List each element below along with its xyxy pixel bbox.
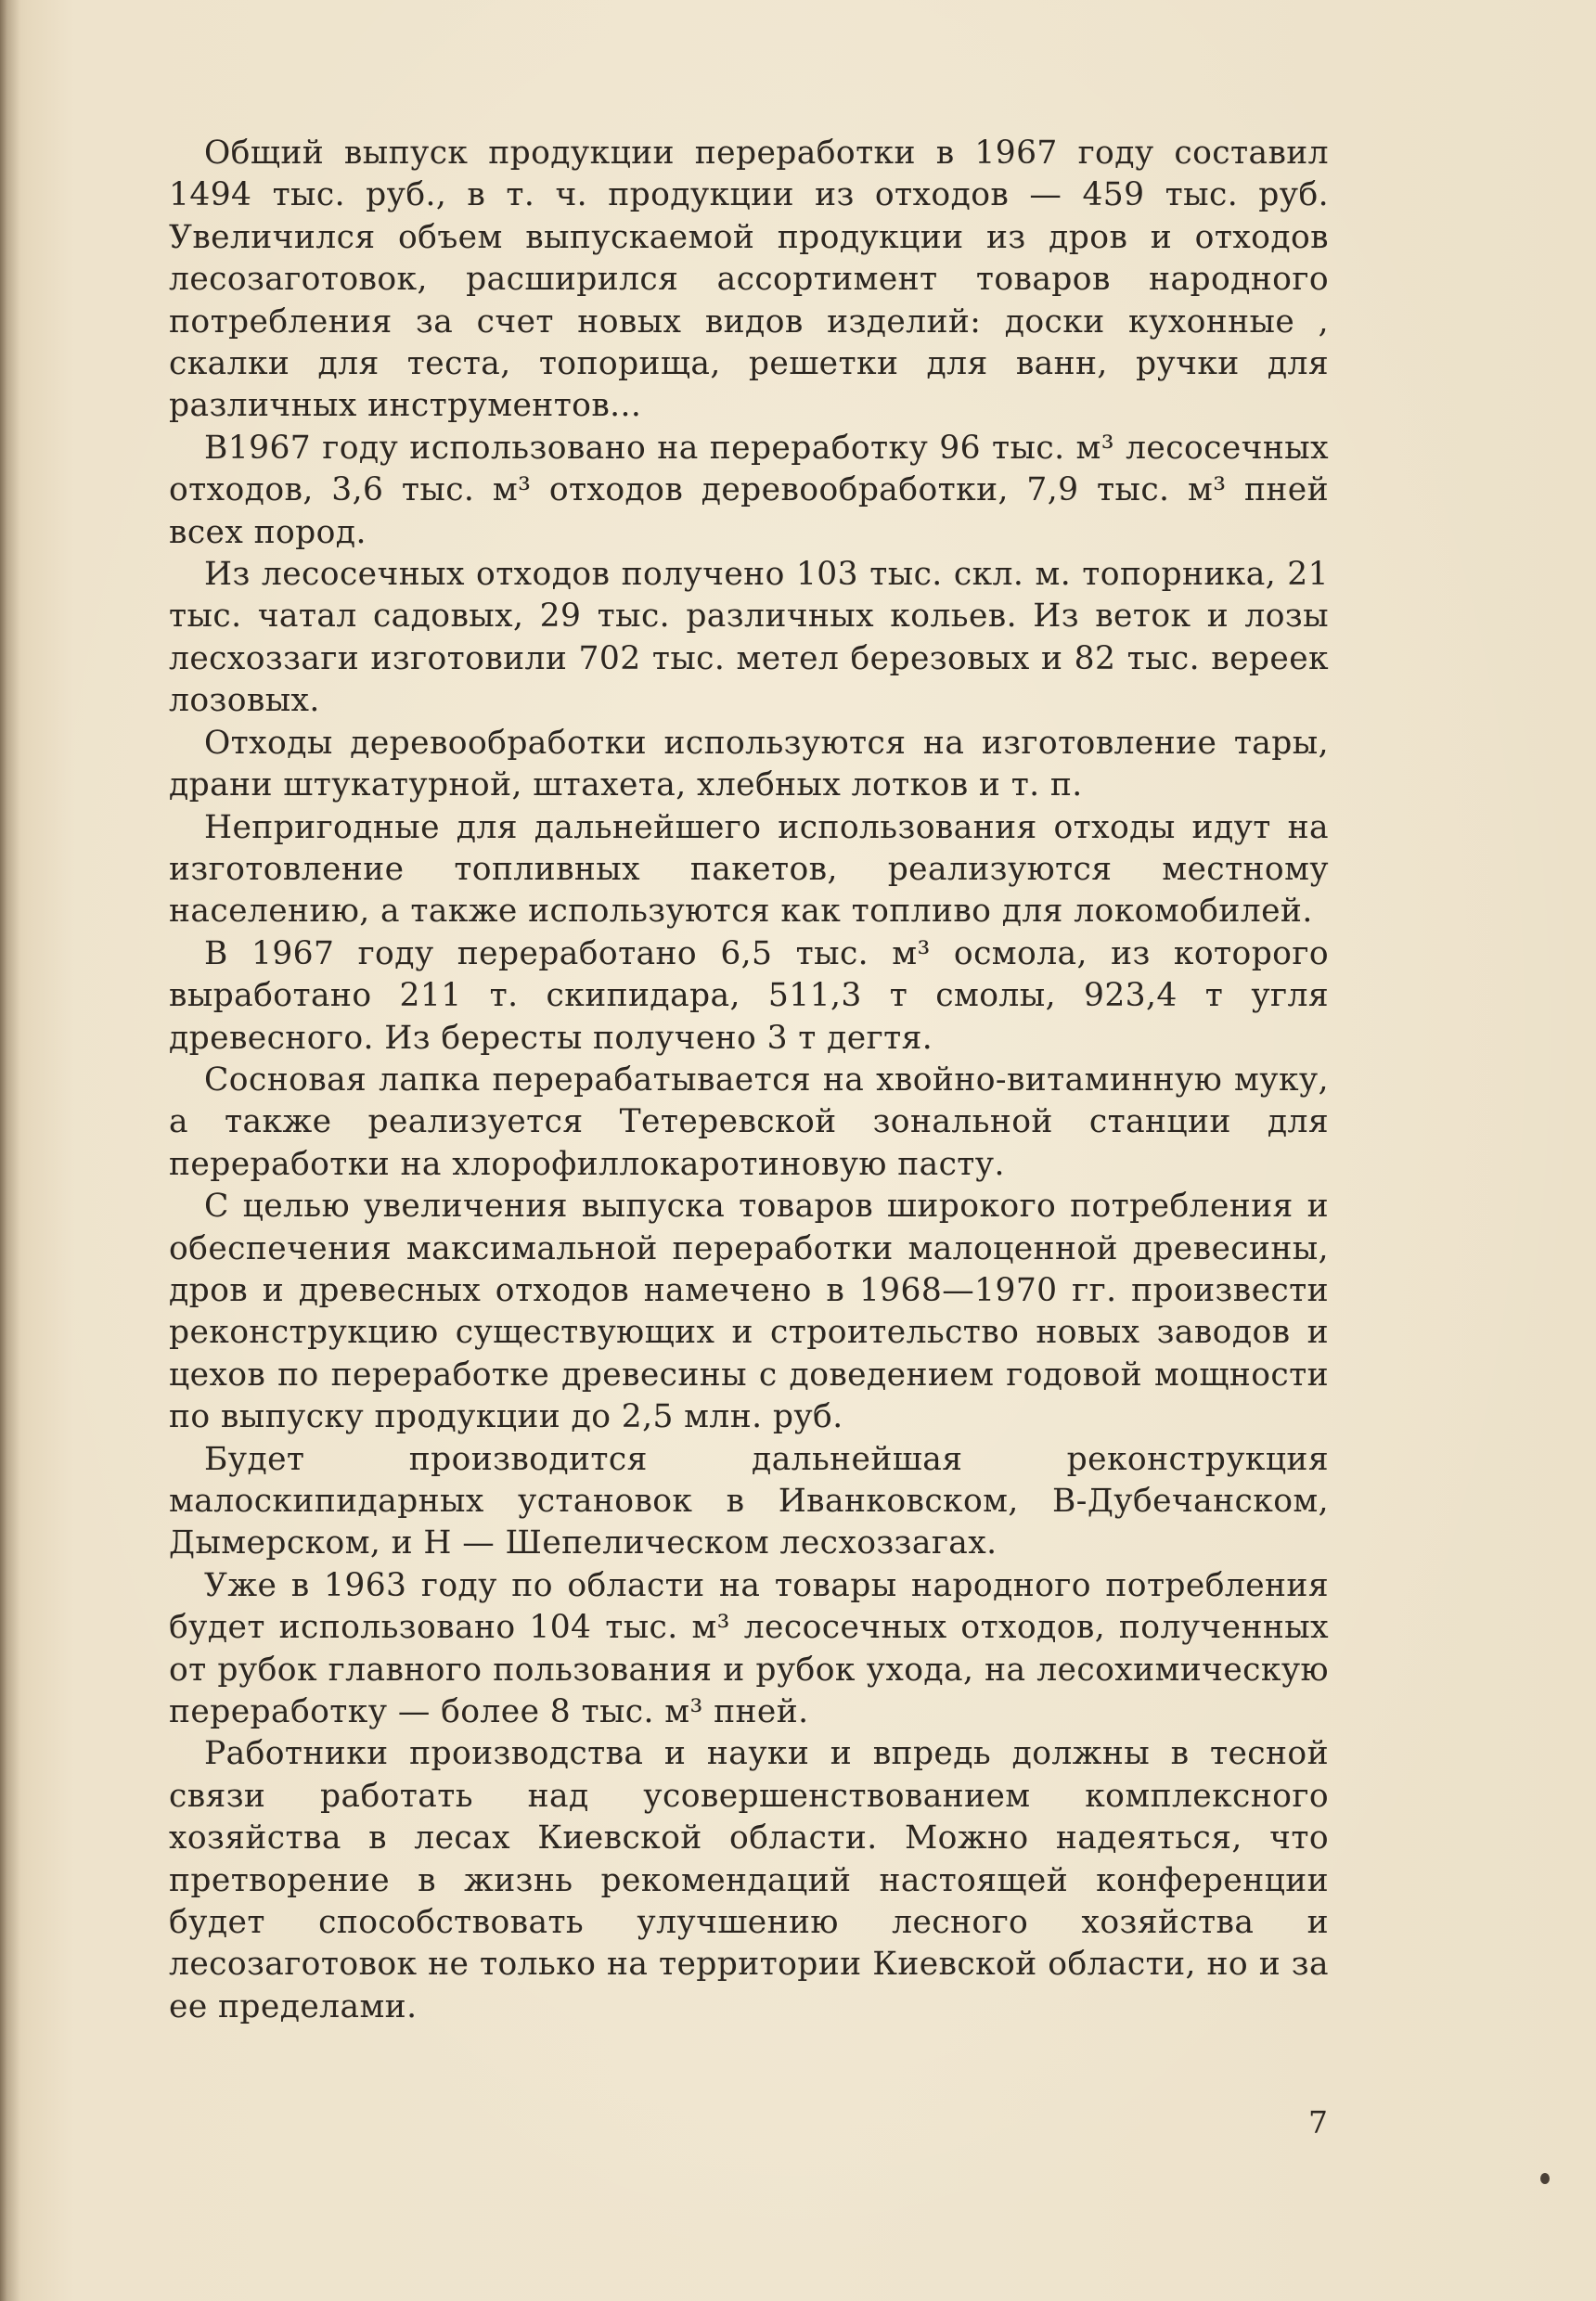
ink-speck [1540,2173,1550,2184]
paragraph-woodworking-waste: Отходы деревообработки используются на изготовление тары, драни штукатурной, штахета, хлебных лотков и т. п. [169,724,1329,804]
paragraph-conclusion: Работники производства и науки и впредь должны в тесной связи работать над усовершенствованием комплексного хозяйства в лесах Киевской области. Можно надеяться, что претворение в жизнь рекомендаций настоящей конференции будет способствовать улучшению лесного хозяйства и лесозаготовок не только на территории Киевской области, но и за ее пределами. [169,1735,1329,2025]
binding-fold-shadow [0,0,20,2301]
page-number: 7 [1308,2104,1328,2140]
paragraph-reconstruction-plan: С целью увеличения выпуска товаров широкого потребления и обеспечения максимальной переработки малоценной древесины, дров и древесных отходов намечено в 1968—1970 гг. произвести реконструкцию существующих и строительство новых заводов и цехов по переработке древесины с доведением годовой мощности по выпуску продукции до 2,5 млн. руб. [169,1188,1329,1436]
paragraph-pine-needles: Сосновая лапка перерабатывается на хвойно-витаминную муку, а также реализуется Тетеревской зональной станции для переработки на хлорофиллокаротиновую пасту. [169,1061,1329,1183]
paragraph-waste-usage-1967: В1967 году использовано на переработку 96 тыс. м³ лесосечных отходов, 3,6 тыс. м³ отходов деревообработки, 7,9 тыс. м³ пней всех пород. [169,429,1329,551]
paragraph-unusable-waste: Непригодные для дальнейшего использования отходы идут на изготовление топливных пакетов, реализуются местному населению, а также используются как топливо для локомобилей. [169,808,1329,931]
paragraph-resin-processing: В 1967 году переработано 6,5 тыс. м³ осмола, из которого выработано 211 т. скипидара, 511,3 т смолы, 923,4 т угля древесного. Из бересты получено 3 т дегтя. [169,934,1329,1057]
paragraph-logging-waste-products: Из лесосечных отходов получено 103 тыс. скл. м. топорника, 21 тыс. чатал садовых, 29 тыс. различных кольев. Из веток и лозы лесхоззаги изготовили 702 тыс. метел березовых и 82 тыс. вереек лозовых. [169,556,1329,720]
paragraph-consumer-goods-1963: Уже в 1963 году по области на товары народного потребления будет использовано 104 тыс. м³ лесосечных отходов, полученных от рубок главного пользования и рубок ухода, на лесохимическую переработку — более 8 тыс. м³ пней. [169,1566,1329,1731]
paragraph-production-output: Общий выпуск продукции переработки в 1967 году составил 1494 тыс. руб., в т. ч. продукции из отходов — 459 тыс. руб. Увеличился объем выпускаемой продукции из дров и отходов лесозаготовок, расширился ассортимент товаров народного потребления за счет новых видов изделий: доски кухонные , скалки для теста, топорища, решетки для ванн, ручки для различных инструментов... [169,135,1329,425]
body-text [169,133,1329,2028]
paragraph-turpentine-installations: Будет производится дальнейшая реконструкция малоскипидарных установок в Иванковском, В-Дубечанском, Дымерском, и Н — Шепелическом лесхоззагах. [169,1440,1329,1562]
